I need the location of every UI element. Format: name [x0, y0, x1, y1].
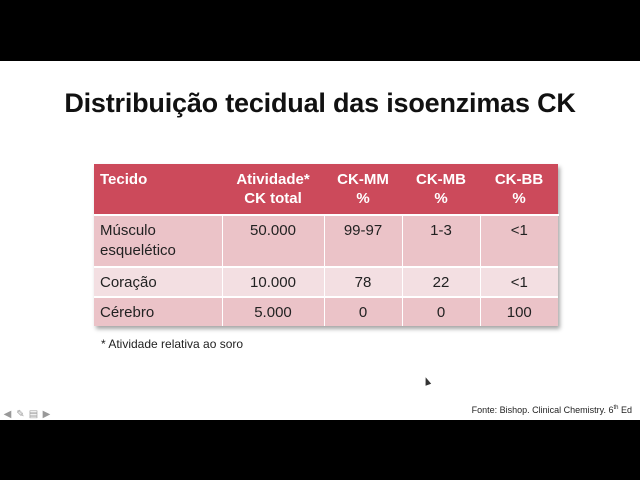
cell-tissue: Cérebro [94, 297, 222, 326]
pen-icon[interactable]: ✎ [16, 408, 25, 420]
header-tecido: Tecido [94, 164, 222, 215]
cell-ck-bb: <1 [480, 267, 558, 297]
table-row [94, 215, 558, 267]
slide [0, 61, 640, 420]
slideshow-controls [2, 408, 52, 420]
source-citation: Fonte: Bishop. Clinical Chemistry. 6th Ed [471, 405, 632, 415]
previous-slide-icon[interactable]: ◀ [3, 408, 12, 420]
mouse-cursor-icon [423, 376, 431, 386]
header-atividade: Atividade* CK total [222, 164, 324, 215]
footnote: * Atividade relativa ao soro [101, 337, 244, 351]
cell-tissue: Músculo esquelético [94, 215, 222, 267]
cell-ck-bb: <1 [480, 215, 558, 267]
cell-activity: 10.000 [222, 267, 324, 297]
table-header-row [94, 164, 558, 215]
cell-activity: 5.000 [222, 297, 324, 326]
table-row [94, 297, 558, 326]
table-row [94, 267, 558, 297]
cell-tissue: Coração [94, 267, 222, 297]
slide-menu-icon[interactable]: ▤ [28, 408, 39, 420]
cell-ck-mm: 78 [324, 267, 402, 297]
header-ck-bb: CK-BB % [480, 164, 558, 215]
cell-ck-mb: 1-3 [402, 215, 480, 267]
cell-activity: 50.000 [222, 215, 324, 267]
cell-ck-mb: 22 [402, 267, 480, 297]
next-slide-icon[interactable]: ▶ [42, 408, 51, 420]
header-ck-mb: CK-MB % [402, 164, 480, 215]
slide-title: Distribuição tecidual das isoenzimas CK [64, 88, 576, 118]
cell-ck-mm: 99-97 [324, 215, 402, 267]
header-ck-mm: CK-MM % [324, 164, 402, 215]
cell-ck-mm: 0 [324, 297, 402, 326]
cell-ck-mb: 0 [402, 297, 480, 326]
cell-ck-bb: 100 [480, 297, 558, 326]
isoenzyme-table [94, 164, 558, 326]
